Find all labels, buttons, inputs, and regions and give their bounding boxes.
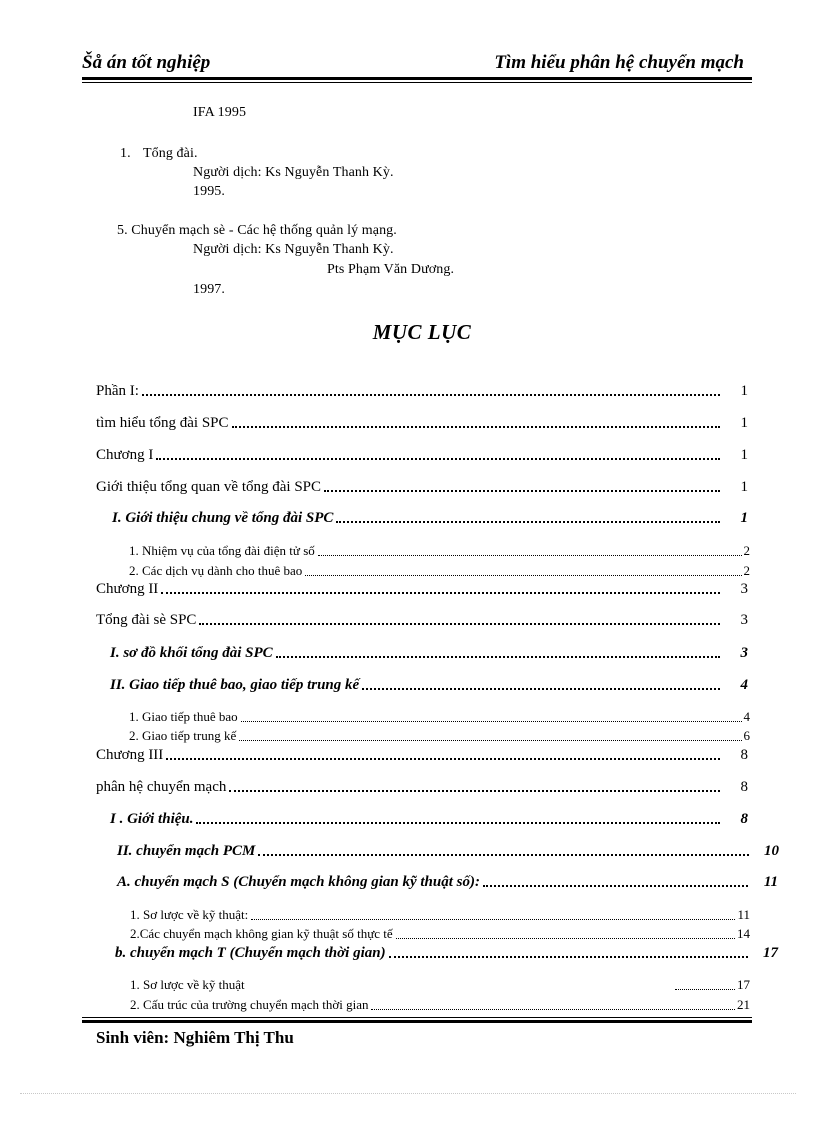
toc-entry-label: 2. Giao tiếp trung kế	[129, 728, 237, 743]
toc-entry[interactable]	[115, 945, 778, 962]
toc-entry-label: Chương II	[96, 581, 159, 597]
ref1-year: 1995.	[193, 184, 225, 199]
toc-entry[interactable]	[129, 728, 750, 744]
toc-entry-page: 3	[740, 645, 748, 661]
toc-entry-page: 8	[740, 779, 748, 795]
header-right: Tìm hiểu phân hệ chuyển mạch	[494, 52, 744, 73]
header-left: Šå án tốt nghiệp	[82, 52, 211, 73]
toc-entry[interactable]	[129, 709, 750, 725]
toc-entry[interactable]	[129, 543, 750, 559]
toc-leader	[276, 650, 720, 658]
toc-entry[interactable]	[117, 843, 779, 860]
toc-entry-label: Chương I	[96, 447, 154, 463]
toc-entry[interactable]	[130, 977, 750, 993]
toc-leader	[675, 984, 735, 990]
toc-entry[interactable]	[96, 447, 748, 464]
page-bottom-border	[20, 1093, 796, 1094]
toc-leader	[229, 784, 720, 792]
toc-entry[interactable]	[96, 479, 748, 496]
toc-entry-label: Phần I:	[96, 383, 139, 399]
toc-entry-label: II. chuyển mạch PCM	[117, 843, 256, 859]
footer-student: Sinh viên: Nghiêm Thị Thu	[96, 1028, 294, 1047]
toc-entry-label: 1. Nhiệm vụ của tổng đài điện tử số	[129, 543, 315, 558]
toc-entry[interactable]	[112, 510, 748, 527]
toc-entry-label: Chương III	[96, 747, 164, 763]
toc-leader	[239, 735, 741, 741]
toc-leader	[142, 388, 720, 396]
toc-entry-label: I. Giới thiệu chung về tổng đài SPC	[112, 510, 334, 526]
toc-entry[interactable]	[130, 926, 750, 942]
toc-entry[interactable]	[117, 874, 778, 891]
footer-rule	[82, 1020, 752, 1023]
toc-leader	[232, 420, 720, 428]
toc-entry-page: 8	[740, 747, 748, 763]
toc-entry[interactable]	[130, 997, 750, 1013]
toc-entry[interactable]	[96, 612, 748, 629]
ref5-year: 1997.	[193, 282, 225, 297]
toc-leader	[166, 752, 720, 760]
toc-entry-page: 8	[740, 811, 748, 827]
toc-entry-label: I. sơ đồ khối tổng đài SPC	[110, 645, 273, 661]
toc-leader	[258, 848, 749, 856]
toc-entry[interactable]	[96, 415, 748, 432]
toc-leader	[161, 586, 720, 594]
toc-leader	[371, 1004, 735, 1010]
toc-entry-page: 3	[740, 581, 748, 597]
toc-leader	[199, 617, 720, 625]
toc-entry[interactable]	[96, 779, 748, 796]
ref5-coauthor: Pts Phạm Văn Dương.	[327, 262, 455, 277]
toc-entry-label: tìm hiểu tổng đài SPC	[96, 415, 229, 431]
toc-entry-page: 1	[740, 479, 748, 495]
toc-entry-page: 1	[740, 383, 748, 399]
ref1-number: 1.	[120, 146, 131, 161]
toc-entry-label: phân hệ chuyển mạch	[96, 779, 227, 795]
toc-entry[interactable]	[110, 811, 748, 828]
toc-entry-page: 1	[740, 510, 748, 526]
toc-entry-label: I . Giới thiệu.	[110, 811, 194, 827]
ref-line-ifa: IFA 1995	[193, 105, 247, 120]
toc-entry-page: 11	[737, 907, 750, 922]
toc-entry-label: A. chuyển mạch S (Chuyển mạch không gian kỹ thuật số):	[117, 874, 480, 890]
toc-entry[interactable]	[96, 581, 748, 598]
toc-leader	[396, 933, 735, 939]
toc-leader	[156, 452, 720, 460]
toc-leader	[318, 550, 742, 556]
toc-entry-page: 21	[737, 997, 750, 1012]
ref1-translator: Người dịch: Ks Nguyễn Thanh Kỳ.	[193, 165, 394, 180]
toc-entry-page: 17	[737, 977, 750, 992]
toc-entry[interactable]	[129, 563, 750, 579]
toc-entry-page: 17	[763, 945, 778, 961]
toc-entry-page: 2	[743, 543, 750, 558]
toc-leader	[305, 570, 741, 576]
header-rule-thin	[82, 82, 752, 83]
toc-entry-label: 2. Cấu trúc của trường chuyển mạch thời gian	[130, 997, 369, 1012]
toc-entry-label: 2.Các chuyển mạch không gian kỹ thuật số thực tế	[130, 926, 393, 941]
toc-entry-label: 1. Sơ lược về kỹ thuật	[130, 977, 245, 992]
toc-entry-label: Tổng đài sè SPC	[96, 612, 197, 628]
toc-title: MỤC LỤC	[372, 320, 472, 344]
toc-entry[interactable]	[110, 677, 748, 694]
toc-entry-label: 1. Sơ lược về kỹ thuật:	[130, 907, 249, 922]
toc-entry-label: 1. Giao tiếp thuê bao	[129, 709, 238, 724]
ref5-translator: Người dịch: Ks Nguyễn Thanh Kỳ.	[193, 242, 394, 257]
toc-leader	[241, 716, 742, 722]
toc-entry-label: 2. Các dịch vụ dành cho thuê bao	[129, 563, 303, 578]
header-rule	[82, 77, 752, 80]
page-header	[82, 52, 752, 76]
toc-entry-label: Giới thiệu tổng quan về tổng đài SPC	[96, 479, 322, 495]
toc-entry-page: 1	[740, 447, 748, 463]
toc-leader	[362, 682, 720, 690]
toc-entry-page: 3	[740, 612, 748, 628]
toc-entry-page: 14	[737, 926, 750, 941]
toc-leader	[483, 879, 748, 887]
toc-entry[interactable]	[110, 645, 748, 662]
toc-entry-page: 4	[743, 709, 750, 724]
toc-entry-label: II. Giao tiếp thuê bao, giao tiếp trung kế	[110, 677, 360, 693]
toc-entry[interactable]	[96, 383, 748, 400]
toc-entry-page: 1	[740, 415, 748, 431]
toc-entry[interactable]	[96, 747, 748, 764]
footer-rule-thin	[82, 1017, 752, 1018]
toc-entry-page: 10	[764, 843, 779, 859]
toc-entry-page: 2	[743, 563, 750, 578]
toc-leader	[251, 914, 735, 920]
toc-leader	[324, 484, 720, 492]
toc-entry-page: 11	[763, 874, 778, 890]
toc-leader	[336, 515, 720, 523]
ref1-title: Tổng đài.	[143, 146, 198, 161]
toc-entry-page: 6	[743, 728, 750, 743]
ref5-title: 5. Chuyển mạch sè - Các hệ thống quản lý mạng.	[117, 223, 397, 238]
toc-entry-page: 4	[740, 677, 748, 693]
toc-leader	[196, 816, 720, 824]
toc-leader	[389, 950, 748, 958]
toc-entry[interactable]	[130, 907, 750, 923]
toc-entry-label: b. chuyển mạch T (Chuyển mạch thời gian)	[115, 945, 386, 961]
toc-spacer	[248, 984, 670, 990]
